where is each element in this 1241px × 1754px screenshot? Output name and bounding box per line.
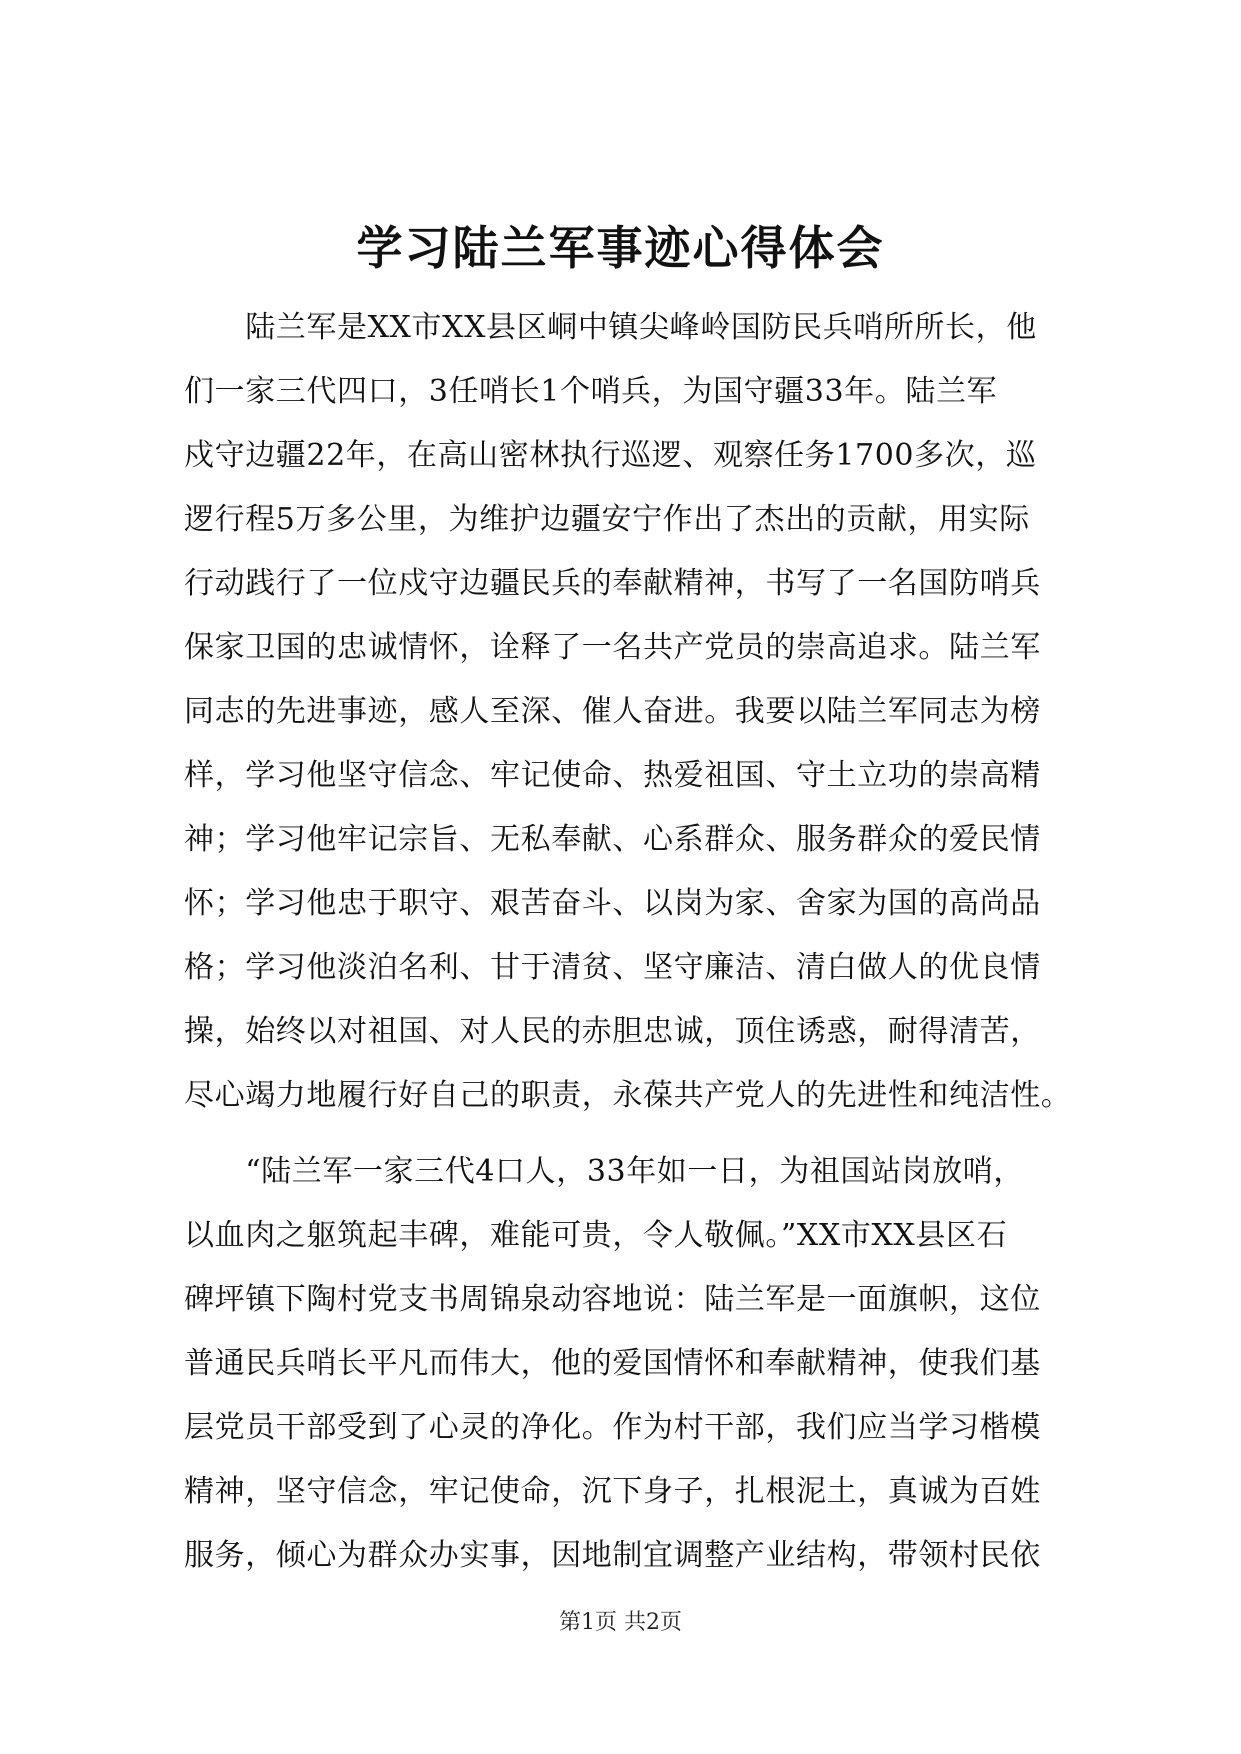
text-line: 行动践行了一位戍守边疆民兵的奉献精神，书写了一名国防哨兵 (184, 566, 1041, 601)
text-line: 样，学习他坚守信念、牢记使命、热爱祖国、守土立功的崇高精 (184, 758, 1041, 793)
text-line: 同志的先进事迹，感人至深、催人奋进。我要以陆兰军同志为榜 (184, 694, 1041, 729)
text-line: 陆兰军是XX市XX县区峒中镇尖峰岭国防民兵哨所所长，他 (184, 310, 1037, 345)
text-line: 以血肉之躯筑起丰碑，难能可贵，令人敬佩。”XX市XX县区石 (184, 1218, 1008, 1253)
text-line: 怀；学习他忠于职守、艰苦奋斗、以岗为家、舍家为国的高尚品 (184, 886, 1041, 921)
document-title: 学习陆兰军事迹心得体会 (356, 221, 885, 275)
text-line: 尽心竭力地履行好自己的职责，永葆共产党人的先进性和纯洁性。 (184, 1078, 1072, 1113)
text-line: 格；学习他淡泊名利、甘于清贫、坚守廉洁、清白做人的优良情 (184, 950, 1041, 985)
text-line: 保家卫国的忠诚情怀，诠释了一名共产党员的崇高追求。陆兰军 (184, 630, 1041, 665)
paragraph-1 (184, 296, 1074, 1128)
document-body (184, 296, 1074, 1588)
text-line: 层党员干部受到了心灵的净化。作为村干部，我们应当学习楷模 (184, 1410, 1041, 1445)
text-line: “陆兰军一家三代4口人，33年如一日，为祖国站岗放哨， (184, 1154, 1024, 1189)
text-line: 精神，坚守信念，牢记使命，沉下身子，扎根泥土，真诚为百姓 (184, 1474, 1041, 1509)
text-line: 们一家三代四口，3任哨长1个哨兵，为国守疆33年。陆兰军 (184, 374, 998, 409)
text-line: 普通民兵哨长平凡而伟大，他的爱国情怀和奉献精神，使我们基 (184, 1346, 1041, 1381)
paragraph-2 (184, 1140, 1074, 1588)
text-line: 操，始终以对祖国、对人民的赤胆忠诚，顶住诱惑，耐得清苦， (184, 1014, 1041, 1049)
page-footer: 第1页 共2页 (559, 1610, 682, 1635)
paragraph-gap (184, 1128, 1074, 1140)
text-line: 逻行程5万多公里，为维护边疆安宁作出了杰出的贡献，用实际 (184, 502, 1030, 537)
text-line: 戍守边疆22年，在高山密林执行巡逻、观察任务1700多次，巡 (184, 438, 1037, 473)
text-line: 服务，倾心为群众办实事，因地制宜调整产业结构，带领村民依 (184, 1538, 1041, 1573)
text-line: 神；学习他牢记宗旨、无私奉献、心系群众、服务群众的爱民情 (184, 822, 1041, 857)
text-line: 碑坪镇下陶村党支书周锦泉动容地说：陆兰军是一面旗帜，这位 (184, 1282, 1041, 1317)
